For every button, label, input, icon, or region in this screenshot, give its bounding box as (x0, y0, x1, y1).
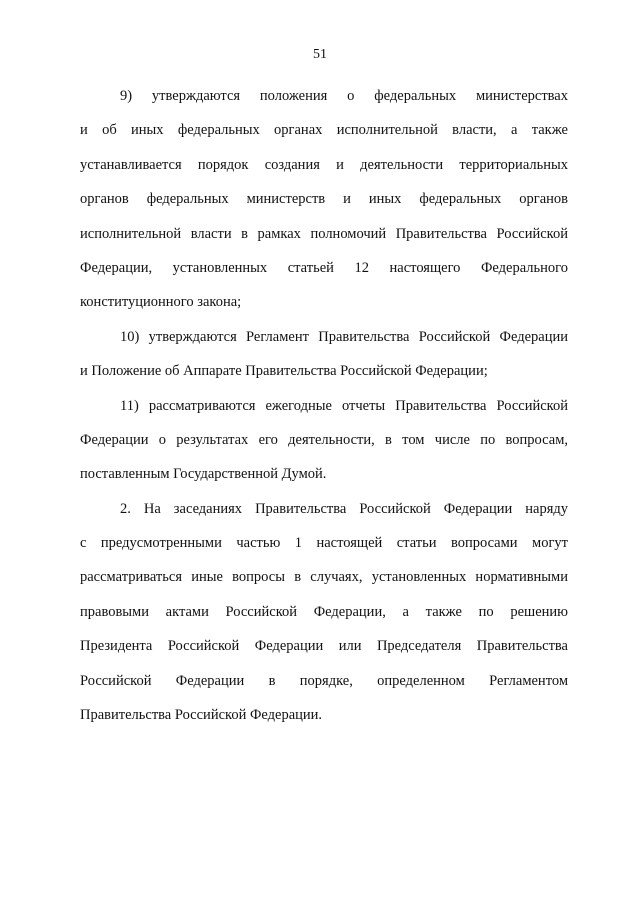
text-line: органов федеральных министерств и иных федеральных органов (80, 191, 568, 208)
text-line: рассматриваться иные вопросы в случаях, установленных нормативными (80, 569, 568, 586)
text-line: Российской Федерации в порядке, определенном Регламентом (80, 672, 568, 689)
text-line: Федерации, установленных статьей 12 настоящего Федерального (80, 259, 568, 276)
text-line: Правительства Российской Федерации. (80, 707, 323, 724)
page-number: 51 (313, 47, 327, 62)
text-line: Президента Российской Федерации или Председателя Правительства (80, 638, 568, 655)
document-body (80, 79, 568, 732)
text-line: правовыми актами Российской Федерации, а также по решению (80, 603, 568, 620)
text-line: 10) утверждаются Регламент Правительства Российской Федерации (120, 328, 568, 345)
text-line: 9) утверждаются положения о федеральных министерствах (120, 88, 568, 104)
paragraph-item-10 (80, 320, 568, 389)
text-line: 2. На заседаниях Правительства Российской Федерации наряду (120, 500, 568, 517)
paragraph-item-11 (80, 389, 568, 492)
text-line: конституционного закона; (80, 294, 242, 311)
paragraph-item-9 (80, 79, 568, 320)
text-line: поставленным Государственной Думой. (80, 466, 327, 483)
text-line: с предусмотренными частью 1 настоящей статьи вопросами могут (80, 535, 568, 552)
text-line: 11) рассматриваются ежегодные отчеты Правительства Российской (120, 397, 568, 414)
text-line: исполнительной власти в рамках полномочий Правительства Российской (80, 225, 568, 242)
text-line: устанавливается порядок создания и деятельности территориальных (80, 156, 568, 173)
paragraph-part-2 (80, 492, 568, 733)
text-line: и об иных федеральных органах исполнительной власти, а также (80, 122, 568, 139)
text-line: Федерации о результатах его деятельности, в том числе по вопросам, (80, 431, 568, 448)
text-line: и Положение об Аппарате Правительства Российской Федерации; (80, 363, 488, 380)
